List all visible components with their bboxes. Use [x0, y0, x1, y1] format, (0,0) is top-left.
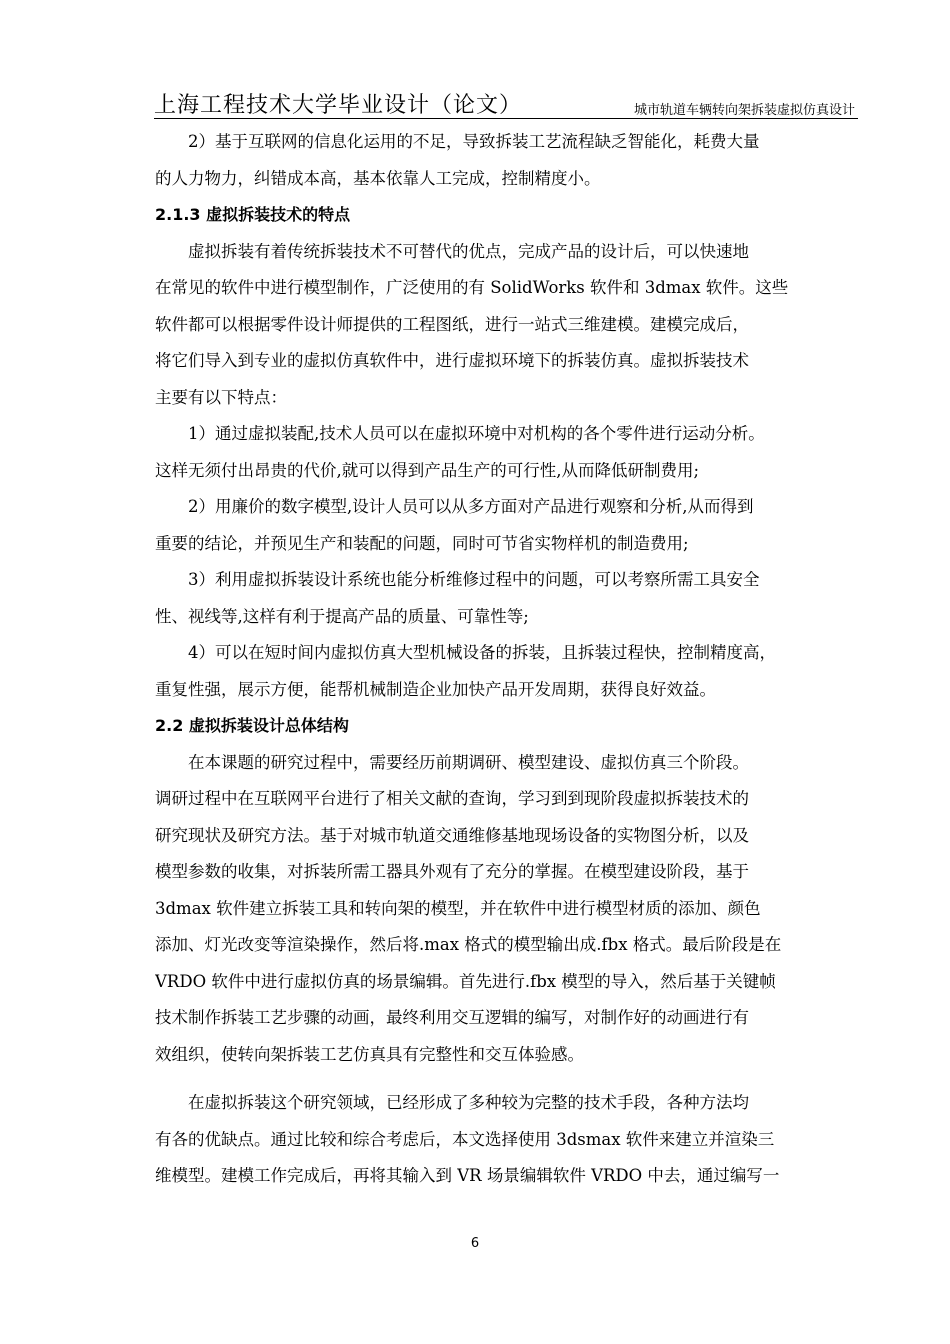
paragraph-line: 技术制作拆装工艺步骤的动画，最终利用交互逻辑的编写，对制作好的动画进行有 [155, 1008, 749, 1027]
list-item-line: 这样无须付出昂贵的代价,就可以得到产品生产的可行性,从而降低研制费用; [155, 460, 700, 480]
paragraph-line: 将它们导入到专业的虚拟仿真软件中，进行虚拟环境下的拆装仿真。虚拟拆装技术 [155, 351, 749, 370]
paragraph-line: 2）基于互联网的信息化运用的不足，导致拆装工艺流程缺乏智能化，耗费大量 [188, 132, 760, 151]
page-number: 6 [470, 1236, 480, 1251]
list-item-line: 4）可以在短时间内虚拟仿真大型机械设备的拆装，且拆装过程快，控制精度高， [188, 643, 776, 662]
paragraph-line: 3dmax 软件建立拆装工具和转向架的模型，并在软件中进行模型材质的添加、颜色 [155, 898, 761, 918]
list-item-line: 重要的结论，并预见生产和装配的问题，同时可节省实物样机的制造费用; [155, 533, 689, 553]
list-item-line: 1）通过虚拟装配,技术人员可以在虚拟环境中对机构的各个零件进行运动分析。 [188, 424, 765, 443]
paragraph-line: 的人力物力，纠错成本高，基本依靠人工完成，控制精度小。 [155, 168, 601, 188]
paragraph-line: 在本课题的研究过程中，需要经历前期调研、模型建设、虚拟仿真三个阶段。 [188, 752, 749, 772]
paragraph-line: 虚拟拆装有着传统拆装技术不可替代的优点，完成产品的设计后，可以快速地 [188, 241, 749, 261]
page-body [155, 124, 858, 1195]
paragraph-line: 软件都可以根据零件设计师提供的工程图纸，进行一站式三维建模。建模完成后， [155, 314, 749, 334]
paragraph-gap [155, 1073, 858, 1085]
paragraph-line: 主要有以下特点： [155, 387, 287, 407]
paragraph-line: 效组织，使转向架拆装工艺仿真具有完整性和交互体验感。 [155, 1044, 584, 1064]
list-item-line: 2）用廉价的数字模型,设计人员可以从多方面对产品进行观察和分析,从而得到 [188, 497, 754, 516]
paragraph-line: 维模型。建模工作完成后，再将其输入到 VR 场景编辑软件 VRDO 中去，通过编写一 [155, 1166, 780, 1185]
paragraph-line: VRDO 软件中进行虚拟仿真的场景编辑。首先进行.fbx 模型的导入，然后基于关键帧 [155, 971, 776, 991]
section-heading-2-1-3: 2.1.3 虚拟拆装技术的特点 [155, 205, 351, 224]
paragraph-line: 在虚拟拆装这个研究领域，已经形成了多种较为完整的技术手段，各种方法均 [188, 1093, 749, 1112]
paragraph-line: 在常见的软件中进行模型制作，广泛使用的有 SolidWorks 软件和 3dmax 软件。这些 [155, 278, 789, 297]
paragraph-line: 模型参数的收集，对拆装所需工器具外观有了充分的掌握。在模型建设阶段，基于 [155, 862, 749, 881]
section-heading-2-2: 2.2 虚拟拆装设计总体结构 [155, 716, 349, 735]
list-item-line: 性、视线等,这样有利于提高产品的质量、可靠性等; [155, 606, 529, 626]
header-rule [154, 118, 858, 119]
header-school-title: 上海工程技术大学毕业设计（论文） [154, 93, 523, 118]
header-thesis-title: 城市轨道车辆转向架拆装虚拟仿真设计 [633, 103, 855, 118]
paragraph-line: 添加、灯光改变等渲染操作，然后将.max 格式的模型输出成.fbx 格式。最后阶段是在 [155, 935, 782, 954]
list-item-line: 3）利用虚拟拆装设计系统也能分析维修过程中的问题，可以考察所需工具安全 [188, 570, 760, 589]
paragraph-line: 调研过程中在互联网平台进行了相关文献的查询，学习到到现阶段虚拟拆装技术的 [155, 789, 749, 808]
list-item-line: 重复性强，展示方便，能帮机械制造企业加快产品开发周期，获得良好效益。 [155, 679, 716, 699]
paragraph-line: 有各的优缺点。通过比较和综合考虑后，本文选择使用 3dsmax 软件来建立并渲染三 [155, 1129, 775, 1149]
paragraph-line: 研究现状及研究方法。基于对城市轨道交通维修基地现场设备的实物图分析，以及 [155, 825, 749, 845]
